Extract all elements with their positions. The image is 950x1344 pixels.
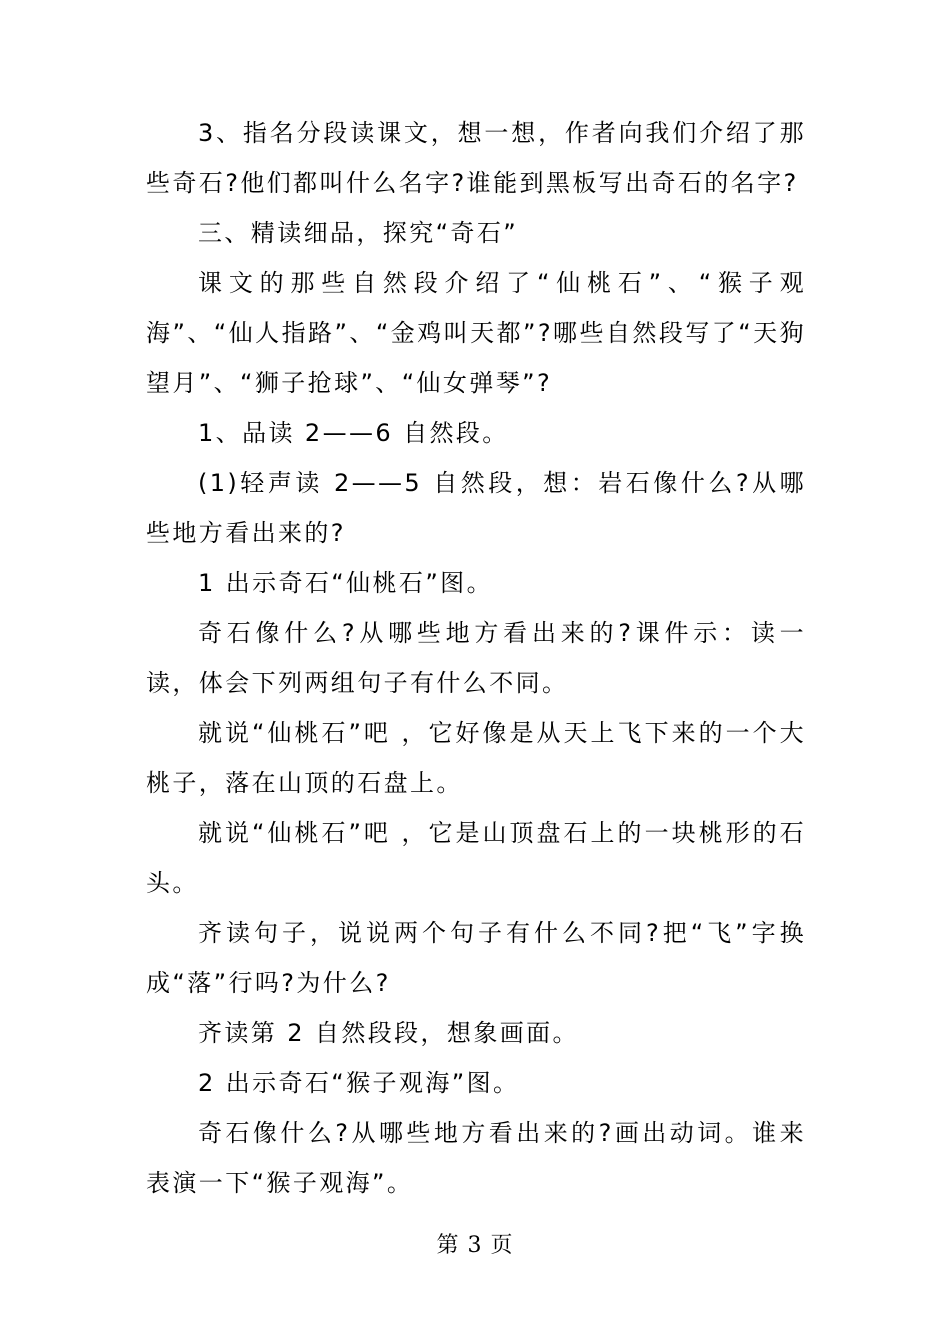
document-body: [146, 108, 806, 1208]
paragraph-act-monkey-sea: 奇石像什么?从哪些地方看出来的?画出动词。谁来表演一下“猴子观海”。: [146, 1119, 806, 1197]
paragraph-quiet-reading: (1)轻声读 2——5 自然段，想：岩石像什么?从哪些地方看出来的?: [146, 469, 806, 547]
page-number: 第 3 页: [436, 1233, 514, 1258]
paragraph-which-sections: 课文的那些自然段介绍了“仙桃石”、“猴子观海”、“仙人指路”、“金鸡叫天都”?哪些自然段写了“天狗望月”、“狮子抢球”、“仙女弹琴”?: [146, 269, 806, 397]
section-heading-close-reading: 三、精读细品，探究“奇石”: [198, 219, 519, 247]
paragraph-step-3-reading: 3、指名分段读课文，想一想，作者向我们介绍了那些奇石?他们都叫什么名字?谁能到黑板写出奇石的名字?: [146, 119, 806, 197]
paragraph-read-together: 齐读句子，说说两个句子有什么不同?把“飞”字换成“落”行吗?为什么?: [146, 919, 806, 997]
paragraph-read-sections-2-6: 1、品读 2——6 自然段。: [198, 419, 509, 447]
paragraph-show-peach-stone: 1 出示奇石“仙桃石”图。: [198, 569, 493, 597]
paragraph-imagine-scene: 齐读第 2 自然段段，想象画面。: [198, 1019, 579, 1047]
paragraph-compare-sentences: 奇石像什么?从哪些地方看出来的?课件示：读一读，体会下列两组句子有什么不同。: [146, 619, 806, 697]
paragraph-sentence-b: 就说“仙桃石”吧 ，它是山顶盘石上的一块桃形的石头。: [146, 819, 806, 897]
paragraph-show-monkey-sea: 2 出示奇石“猴子观海”图。: [198, 1069, 520, 1097]
paragraph-sentence-a: 就说“仙桃石”吧 ，它好像是从天上飞下来的一个大桃子，落在山顶的石盘上。: [146, 719, 806, 797]
